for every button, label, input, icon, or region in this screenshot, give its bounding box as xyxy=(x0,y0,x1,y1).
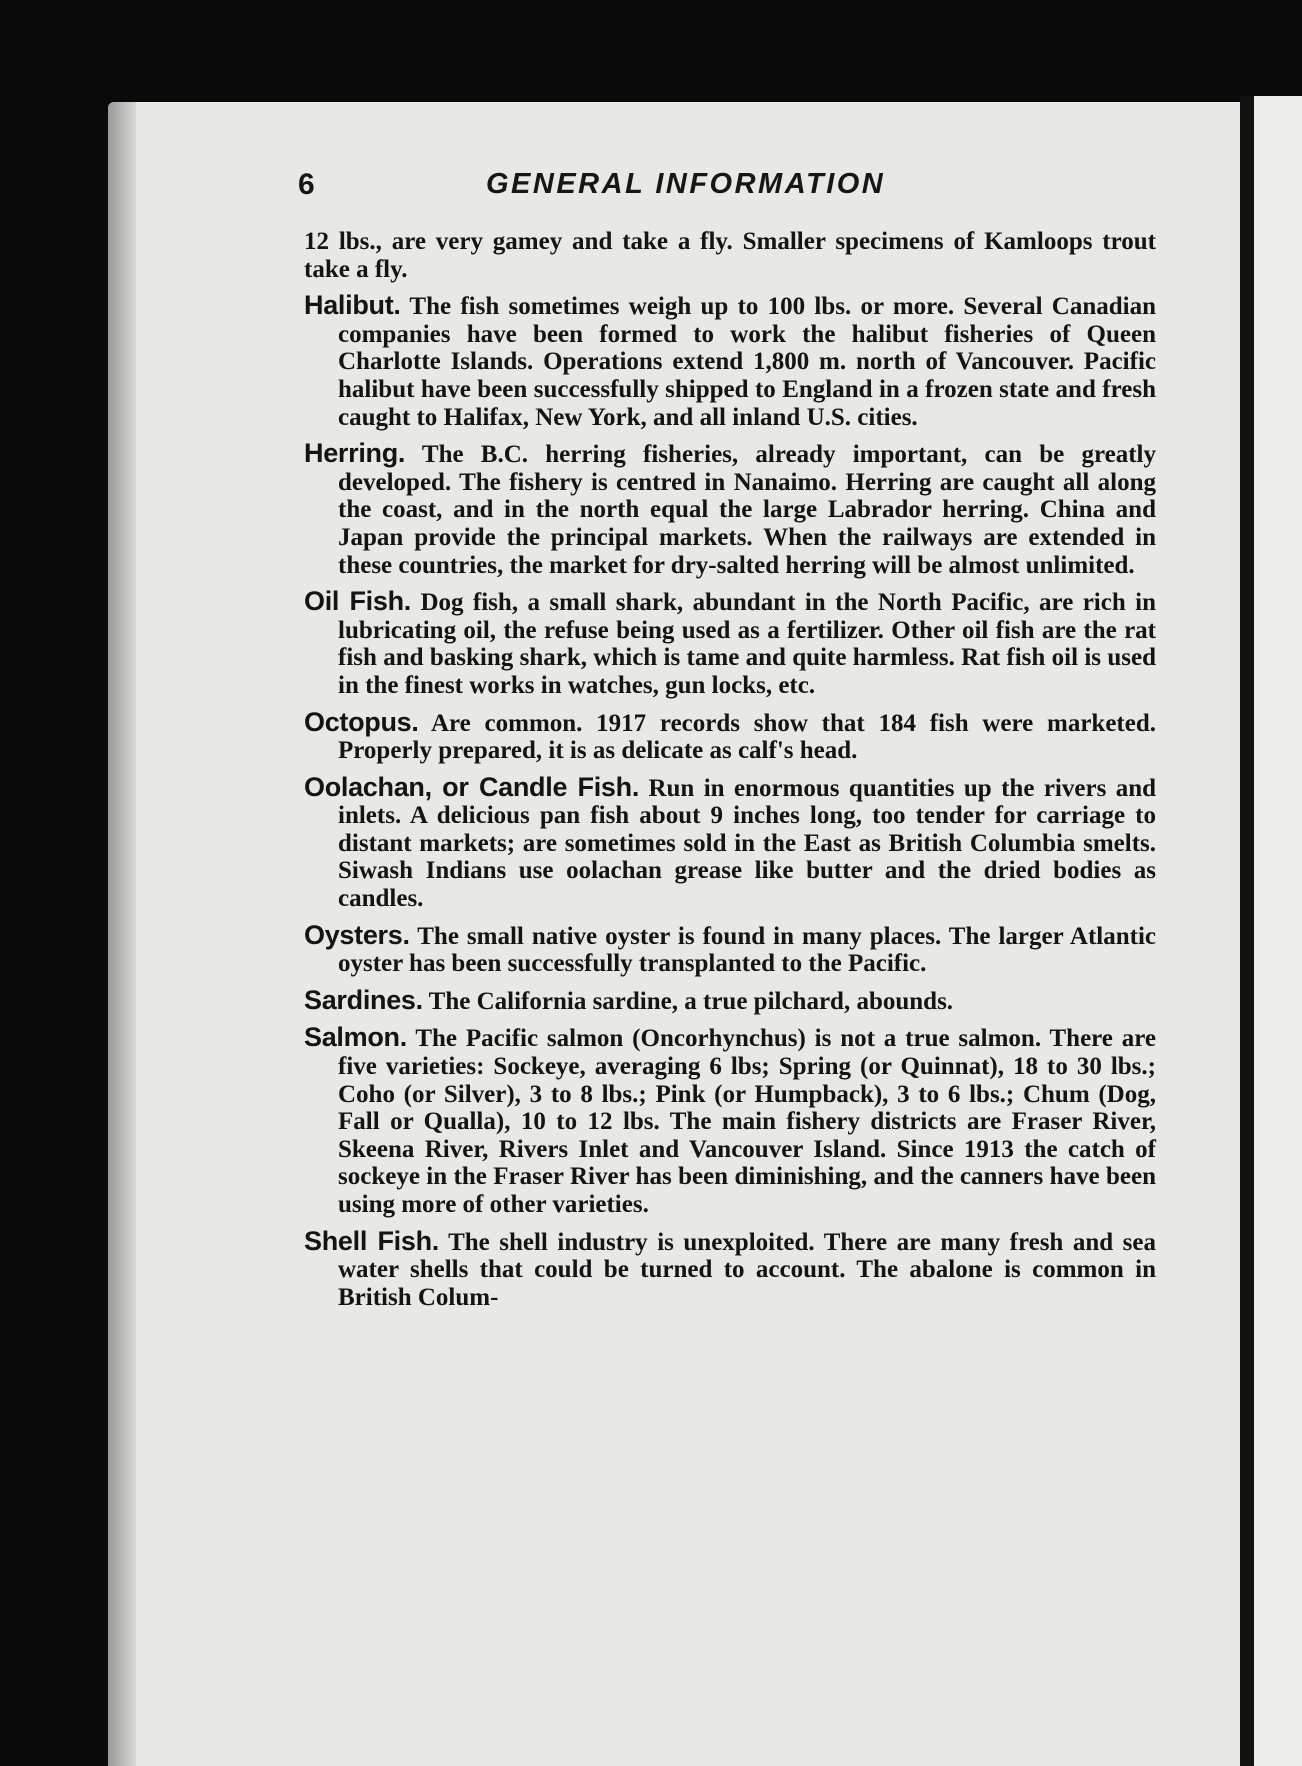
entry-text: Dog fish, a small shark, abundant in the North Pacific, are rich in lubricating oil, the refuse being used as a fertilizer. Other oil fish are the rat fish and basking shark, which is tame and quite harmless. Rat fish oil is used in the finest works in watches, gun locks, etc. xyxy=(338,589,1157,699)
entry-text: The fish sometimes weigh up to 100 lbs. or more. Several Canadian companies have been formed to work the halibut fisheries of Queen Charlotte Islands. Operations extend 1,800 m. north of Vancouver. Pacific halibut have been successfully shipped to England in a frozen state and fresh caught to Halifax, New York, and all inland U.S. cities. xyxy=(338,293,1156,431)
entry-text: 12 lbs., are very gamey and take a fly. Smaller specimens of Kamloops trout take a fly. xyxy=(304,228,1156,283)
entry-sardines xyxy=(304,984,1156,1016)
entry-term: Salmon. xyxy=(304,1022,407,1053)
entry-oil-fish xyxy=(304,588,1156,699)
entry-term: Shell Fish. xyxy=(304,1225,439,1256)
entry-herring xyxy=(304,440,1156,579)
page-number: 6 xyxy=(298,168,315,201)
page-header xyxy=(298,168,1058,212)
book-page-right-edge xyxy=(1254,96,1302,1766)
entry-octopus xyxy=(304,706,1157,765)
entry-term: Octopus. xyxy=(304,706,419,737)
entry-term: Oil Fish. xyxy=(304,586,411,617)
entry-text: The small native oyster is found in many places. The larger Atlantic oyster has been successfully transplanted to the Pacific. xyxy=(338,922,1156,978)
entry-term: Oolachan, or Candle Fish. xyxy=(304,771,640,802)
entry-oysters xyxy=(304,919,1156,978)
page-body xyxy=(304,228,1156,1320)
entry-text: Are common. 1917 records show that 184 fish were marketed. Properly prepared, it is as delicate as calf's head. xyxy=(338,709,1157,765)
entry-term: Halibut. xyxy=(304,290,401,321)
running-title: GENERAL INFORMATION xyxy=(486,168,886,200)
entry-text: The B.C. herring fisheries, already important, can be greatly developed. The fishery is centred in Nanaimo. Herring are caught all along the coast, and in the north equal the large Labrador herring. China and Japan provide the principal markets. When the railways are extended in these countries, the market for dry-salted herring will be almost unlimited. xyxy=(338,441,1156,579)
entry-oolachan xyxy=(304,771,1157,913)
entry-term: Oysters. xyxy=(304,919,410,950)
entry-continuation xyxy=(304,228,1156,283)
entry-term: Herring. xyxy=(304,438,406,469)
entry-text: The shell industry is unexploited. There are many fresh and sea water shells that could be turned to account. The abalone is common in British Colum- xyxy=(338,1228,1156,1311)
entry-halibut xyxy=(304,292,1156,431)
entry-term: Sardines. xyxy=(304,984,423,1015)
entry-salmon xyxy=(304,1024,1156,1218)
book-gutter xyxy=(1240,96,1254,1766)
entry-shell-fish xyxy=(304,1225,1156,1312)
entry-text: The Pacific salmon (Oncorhynchus) is not a true salmon. There are five varieties: Sockeye, averaging 6 lbs; Spring (or Quinnat), 18 to 30 lbs.; Coho (or Silver), 3 to 8 lbs.; Pink (or Humpback), 3 to 6 lbs.; Chum (Dog, Fall or Qualla), 10 to 12 lbs. The main fishery districts are Fraser River, Skeena River, Rivers Inlet and Vancouver Island. Since 1913 the catch of sockeye in the Fraser River has been diminishing, and the canners have been using more of other varieties. xyxy=(338,1025,1156,1218)
entry-text: The California sardine, a true pilchard, abounds. xyxy=(428,987,954,1015)
entry-text: Run in enormous quantities up the rivers and inlets. A delicious pan fish about 9 inches long, too tender for carriage to distant markets; are sometimes sold in the East as British Columbia smelts. Siwash Indians use oolachan grease like butter and the dried bodies as candles. xyxy=(338,774,1157,913)
